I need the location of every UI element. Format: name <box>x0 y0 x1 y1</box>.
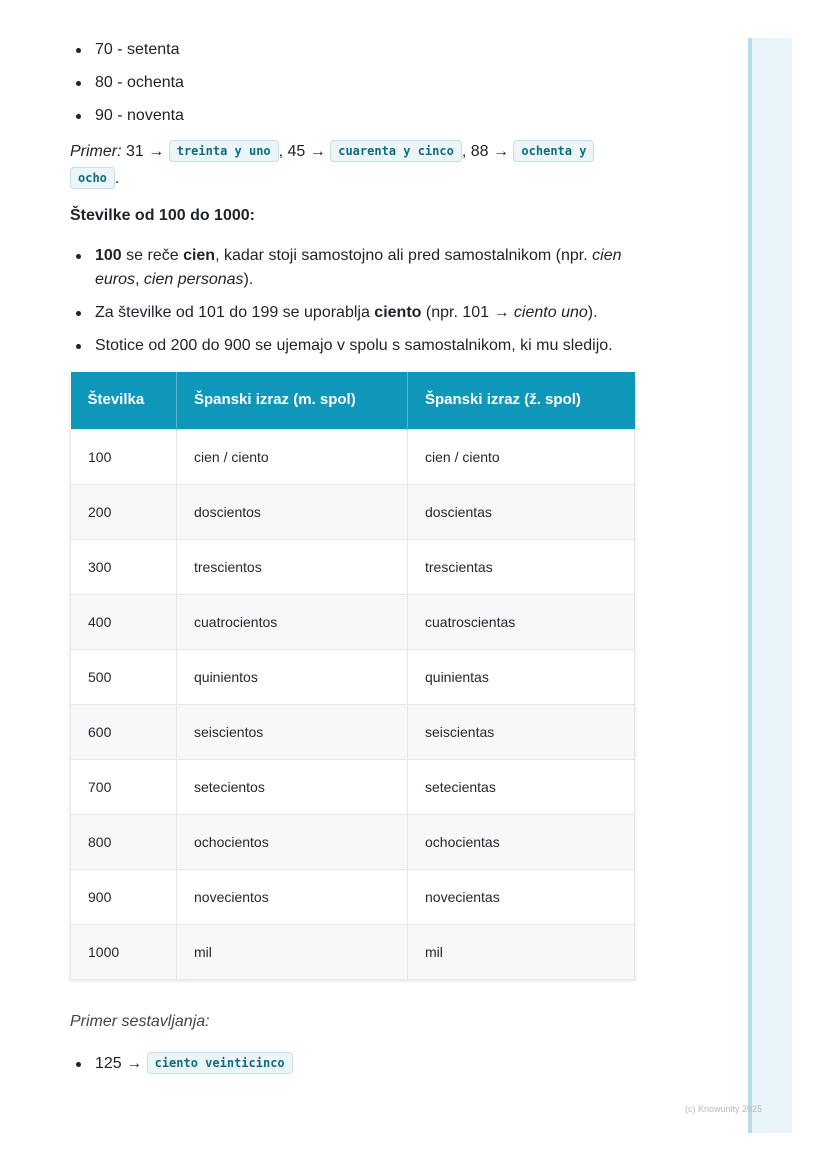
numbers-table <box>70 372 635 980</box>
table-cell: doscientos <box>177 484 408 539</box>
table-cell: 300 <box>71 539 177 594</box>
side-panel <box>748 38 792 1133</box>
column-header: Številka <box>71 372 177 429</box>
list-item: 70 - setenta <box>95 38 635 62</box>
table-cell: 600 <box>71 704 177 759</box>
example-number: 125 → <box>95 1054 143 1072</box>
list-item: 80 - ochenta <box>95 71 635 95</box>
table-row <box>71 484 635 539</box>
table-cell: novecientas <box>408 869 635 924</box>
example-label: Primer: <box>70 143 122 160</box>
table-cell: setecientas <box>408 759 635 814</box>
table-cell: ochocientos <box>177 814 408 869</box>
text: , <box>135 271 144 288</box>
table-row <box>71 539 635 594</box>
document-content <box>70 38 635 1085</box>
table-cell: trescientas <box>408 539 635 594</box>
text: (npr. 101 → <box>421 304 514 321</box>
code-snippet: ochenta y <box>513 140 594 162</box>
bold-text: cien <box>183 247 216 264</box>
table-row <box>71 759 635 814</box>
table-cell: doscientas <box>408 484 635 539</box>
table-cell: 500 <box>71 649 177 704</box>
table-row <box>71 429 635 484</box>
list-item <box>95 244 635 292</box>
rules-list <box>70 244 635 358</box>
example-number: , 88 → <box>461 143 509 160</box>
table-row <box>71 594 635 649</box>
table-cell: quinientos <box>177 649 408 704</box>
section-heading: Številke od 100 do 1000: <box>70 207 255 224</box>
list-item <box>95 1052 635 1076</box>
table-row <box>71 649 635 704</box>
text: , kadar stoji samostojno ali pred samostalnikom (npr. <box>215 247 593 264</box>
table-row <box>71 814 635 869</box>
bold-text: ciento <box>374 304 422 321</box>
text: ). <box>587 304 598 321</box>
example-number: , 45 → <box>278 143 326 160</box>
table-cell: seiscientos <box>177 704 408 759</box>
table-cell: seiscientas <box>408 704 635 759</box>
code-snippet: ocho <box>70 167 115 189</box>
table-cell: cien / ciento <box>177 429 408 484</box>
compose-label: Primer sestavljanja: <box>70 1012 210 1030</box>
table-cell: 800 <box>71 814 177 869</box>
code-snippet: treinta y uno <box>169 140 279 162</box>
example-number: 31 → <box>126 143 165 160</box>
list-item <box>95 334 635 358</box>
table-header-row <box>71 372 635 429</box>
text: se reče <box>121 247 184 264</box>
table-cell: ochocientas <box>408 814 635 869</box>
compose-list <box>70 1052 635 1076</box>
example-paragraph <box>70 138 635 192</box>
italic-text: cien euros <box>95 247 622 288</box>
code-snippet: cuarenta y cinco <box>330 140 462 162</box>
table-row <box>71 704 635 759</box>
bold-text: 100 <box>95 247 122 264</box>
table-cell: cien / ciento <box>408 429 635 484</box>
table-cell: setecientos <box>177 759 408 814</box>
table-row <box>71 924 635 979</box>
table-cell: 200 <box>71 484 177 539</box>
italic-text: ciento uno <box>513 304 588 321</box>
text: ). <box>243 271 254 288</box>
watermark: (c) Knowunity 2025 <box>685 1104 763 1114</box>
table-cell: 1000 <box>71 924 177 979</box>
table-cell: mil <box>177 924 408 979</box>
italic-text: cien personas <box>143 271 244 288</box>
table-cell: novecientos <box>177 869 408 924</box>
table-cell: quinientas <box>408 649 635 704</box>
table-cell: 100 <box>71 429 177 484</box>
list-item <box>95 301 635 325</box>
table-cell: cuatroscientas <box>408 594 635 649</box>
text: Stotice od 200 do 900 se ujemajo v spolu s samostalnikom, ki mu sledijo. <box>95 337 613 354</box>
table-cell: 900 <box>71 869 177 924</box>
table-cell: 400 <box>71 594 177 649</box>
table-cell: trescientos <box>177 539 408 594</box>
table-cell: 700 <box>71 759 177 814</box>
example-end: . <box>114 170 120 187</box>
text: Za številke od 101 do 199 se uporablja <box>95 304 375 321</box>
column-header: Španski izraz (ž. spol) <box>408 372 635 429</box>
table-cell: cuatrocientos <box>177 594 408 649</box>
code-snippet: ciento veinticinco <box>147 1052 293 1074</box>
table-row <box>71 869 635 924</box>
list-item: 90 - noventa <box>95 104 635 128</box>
column-header: Španski izraz (m. spol) <box>177 372 408 429</box>
table-cell: mil <box>408 924 635 979</box>
tens-list <box>70 38 635 128</box>
